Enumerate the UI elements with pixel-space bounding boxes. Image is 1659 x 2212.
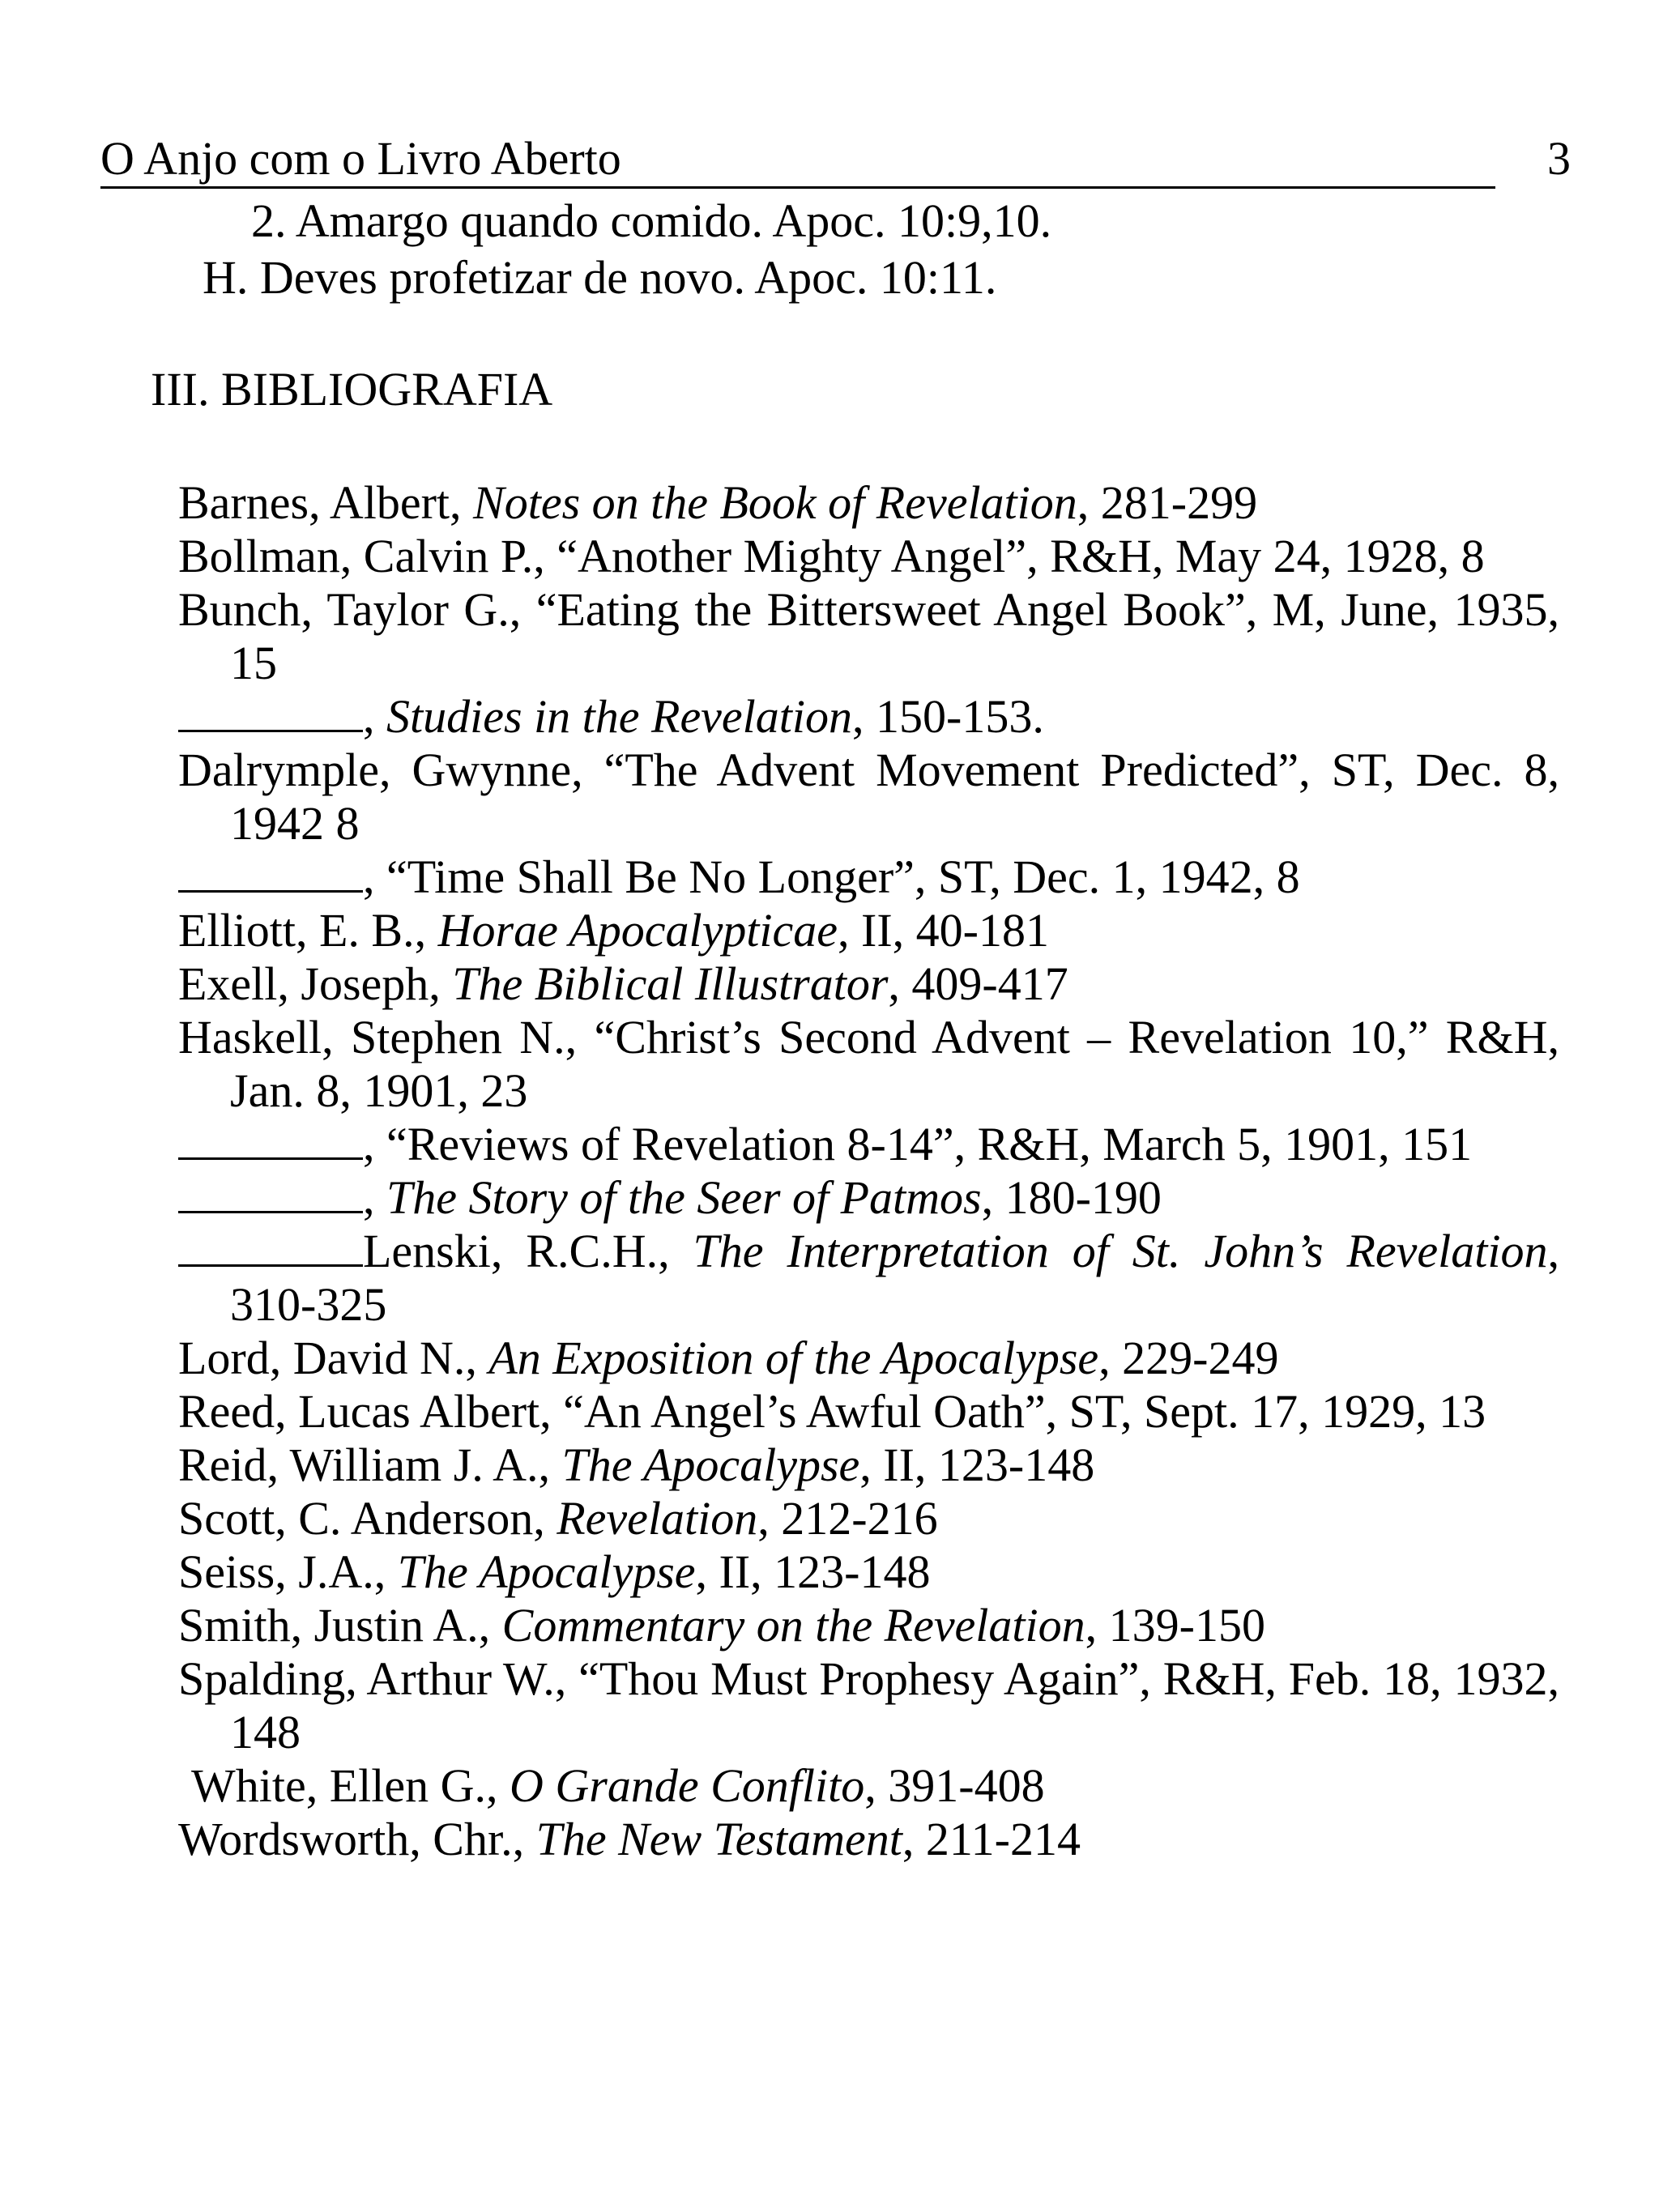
bib-entry-haskell-3: , The Story of the Seer of Patmos, 180-190 <box>178 1171 1559 1225</box>
ditto-rule <box>178 851 363 893</box>
bib-entry-smith: Smith, Justin A., Commentary on the Revelation, 139-150 <box>178 1599 1265 1652</box>
bib-entry-haskell-2: , “Reviews of Revelation 8-14”, R&H, March 5, 1901, 151 <box>178 1118 1559 1171</box>
bib-entry-wordsworth: Wordsworth, Chr., The New Testament, 211-214 <box>178 1813 1081 1865</box>
bib-entry-lord: Lord, David N., An Exposition of the Apocalypse, 229-249 <box>178 1332 1279 1384</box>
ditto-rule <box>178 691 363 732</box>
bib-entry-haskell-1: Haskell, Stephen N., “Christ’s Second Advent – Revelation 10,” R&H, Jan. 8, 1901, 23 <box>178 1011 1559 1117</box>
bib-entry-dalrymple-1: Dalrymple, Gwynne, “The Advent Movement Predicted”, ST, Dec. 8, 1942 8 <box>178 744 1559 850</box>
outline-item-h: H. Deves profetizar de novo. Apoc. 10:11. <box>203 251 997 304</box>
bib-entry-scott: Scott, C. Anderson, Revelation, 212-216 <box>178 1492 938 1545</box>
bib-entry-bunch-1: Bunch, Taylor G., “Eating the Bittersweet Angel Book”, M, June, 1935, 15 <box>178 583 1559 689</box>
bib-entry-spalding: Spalding, Arthur W., “Thou Must Prophesy Again”, R&H, Feb. 18, 1932, 148 <box>178 1652 1559 1758</box>
bib-entry-seiss: Seiss, J.A., The Apocalypse, II, 123-148 <box>178 1545 931 1598</box>
header-rule <box>100 186 1495 189</box>
bib-entry-reid: Reid, William J. A., The Apocalypse, II, 123-148 <box>178 1438 1095 1491</box>
running-title: O Anjo com o Livro Aberto <box>100 132 621 185</box>
bibliography-list <box>178 476 1559 1866</box>
ditto-rule <box>178 1172 363 1213</box>
bib-entry-reed: Reed, Lucas Albert, “An Angel’s Awful Oath”, ST, Sept. 17, 1929, 13 <box>178 1385 1486 1438</box>
ditto-rule <box>178 1119 363 1160</box>
outline-item-2: 2. Amargo quando comido. Apoc. 10:9,10. <box>251 194 1052 247</box>
bib-entry-barnes: Barnes, Albert, Notes on the Book of Revelation, 281-299 <box>178 476 1258 529</box>
bib-entry-exell: Exell, Joseph, The Biblical Illustrator, 409-417 <box>178 957 1068 1010</box>
bib-entry-elliott: Elliott, E. B., Horae Apocalypticae, II, 40-181 <box>178 904 1049 957</box>
bib-entry-bunch-2: , Studies in the Revelation, 150-153. <box>178 690 1559 744</box>
bib-entry-white: White, Ellen G., O Grande Conflito, 391-408 <box>191 1759 1045 1812</box>
section-heading: III. BIBLIOGRAFIA <box>151 363 553 416</box>
bib-entry-lenski: Lenski, R.C.H., The Interpretation of St. John’s Revelation, 310-325 <box>178 1225 1559 1332</box>
ditto-rule <box>178 1225 363 1267</box>
page-header <box>100 130 1571 188</box>
bib-entry-bollman: Bollman, Calvin P., “Another Mighty Angel”, R&H, May 24, 1928, 8 <box>178 530 1485 582</box>
page-number: 3 <box>1547 132 1571 185</box>
bib-entry-dalrymple-2: , “Time Shall Be No Longer”, ST, Dec. 1, 1942, 8 <box>178 850 1559 904</box>
